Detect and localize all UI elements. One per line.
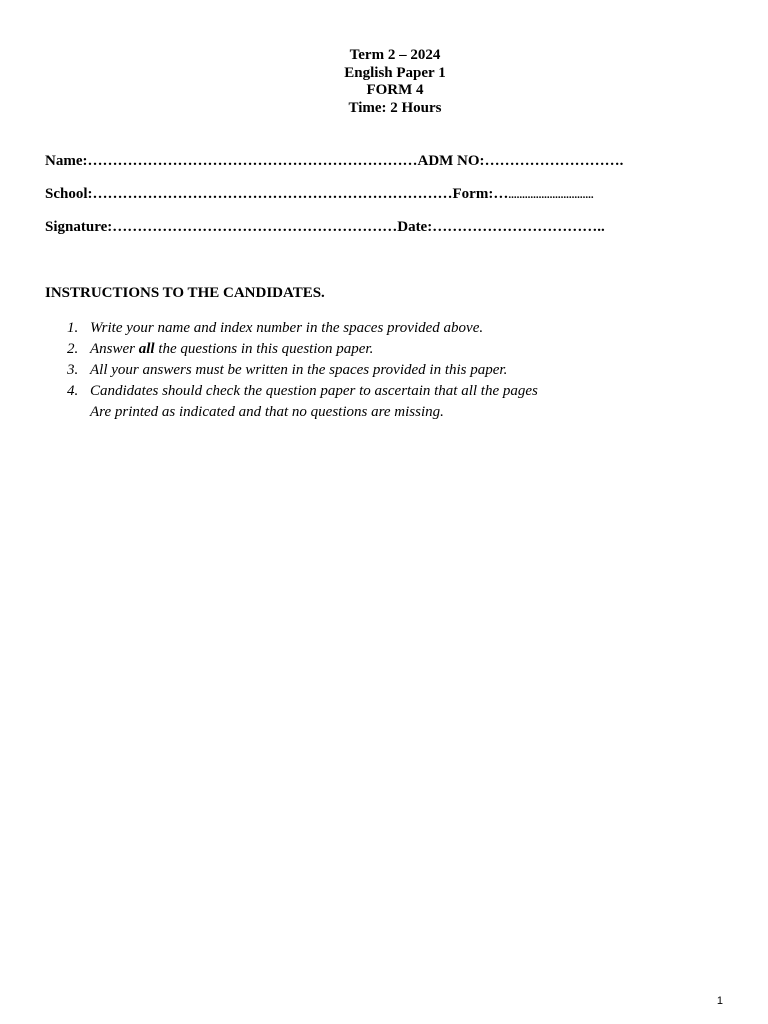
form-label: Form:	[452, 186, 494, 202]
instruction-number: 1.	[67, 320, 79, 336]
adm-label: ADM NO:	[417, 153, 485, 169]
instruction-number: 3.	[67, 362, 79, 378]
subject-line: English Paper 1	[344, 64, 446, 81]
name-label: Name:	[45, 153, 88, 169]
name-adm-row	[45, 152, 623, 170]
date-field[interactable]: ……………………………..	[432, 219, 605, 235]
time-line: Time: 2 Hours	[348, 99, 442, 116]
instruction-text: Write your name and index number in the spaces provided above.	[90, 320, 484, 336]
exam-header	[0, 47, 768, 117]
signature-label: Signature:	[45, 219, 113, 235]
instruction-text-continued: Are printed as indicated and that no questions are missing.	[90, 404, 444, 420]
instruction-item-4	[45, 381, 705, 423]
term-line: Term 2 – 2024	[349, 47, 441, 63]
instructions-list	[45, 318, 705, 423]
instruction-text-block	[90, 381, 705, 423]
instruction-text: All your answers must be written in the spaces provided in this paper.	[90, 362, 508, 378]
instruction-number: 4.	[67, 383, 79, 399]
form-field-a[interactable]: …	[493, 186, 509, 202]
signature-field[interactable]: …………………………………………………	[112, 219, 398, 235]
form-field-b[interactable]: ...............................	[508, 189, 594, 201]
instruction-text-bold: all	[138, 341, 155, 357]
instruction-text-pre: Answer	[90, 341, 139, 357]
signature-date-row	[45, 218, 605, 236]
instruction-item-3	[45, 360, 705, 381]
instruction-text	[90, 339, 705, 360]
school-field[interactable]: ………………………………………………………………	[92, 186, 453, 202]
instruction-item-1	[45, 318, 705, 339]
date-label: Date:	[397, 219, 433, 235]
instruction-item-2	[45, 339, 705, 360]
instruction-text-post: the questions in this question paper.	[154, 341, 374, 357]
adm-field[interactable]: ……………………….	[484, 153, 624, 169]
form-line: FORM 4	[366, 82, 424, 98]
instruction-text: Candidates should check the question paper to ascertain that all the pages	[90, 383, 538, 399]
instructions-title: INSTRUCTIONS TO THE CANDIDATES.	[45, 285, 325, 301]
page-number: 1	[716, 995, 723, 1007]
instruction-number: 2.	[67, 341, 79, 357]
school-label: School:	[45, 186, 93, 202]
school-form-row	[45, 185, 594, 204]
name-field[interactable]: …………………………………………………………	[87, 153, 418, 169]
